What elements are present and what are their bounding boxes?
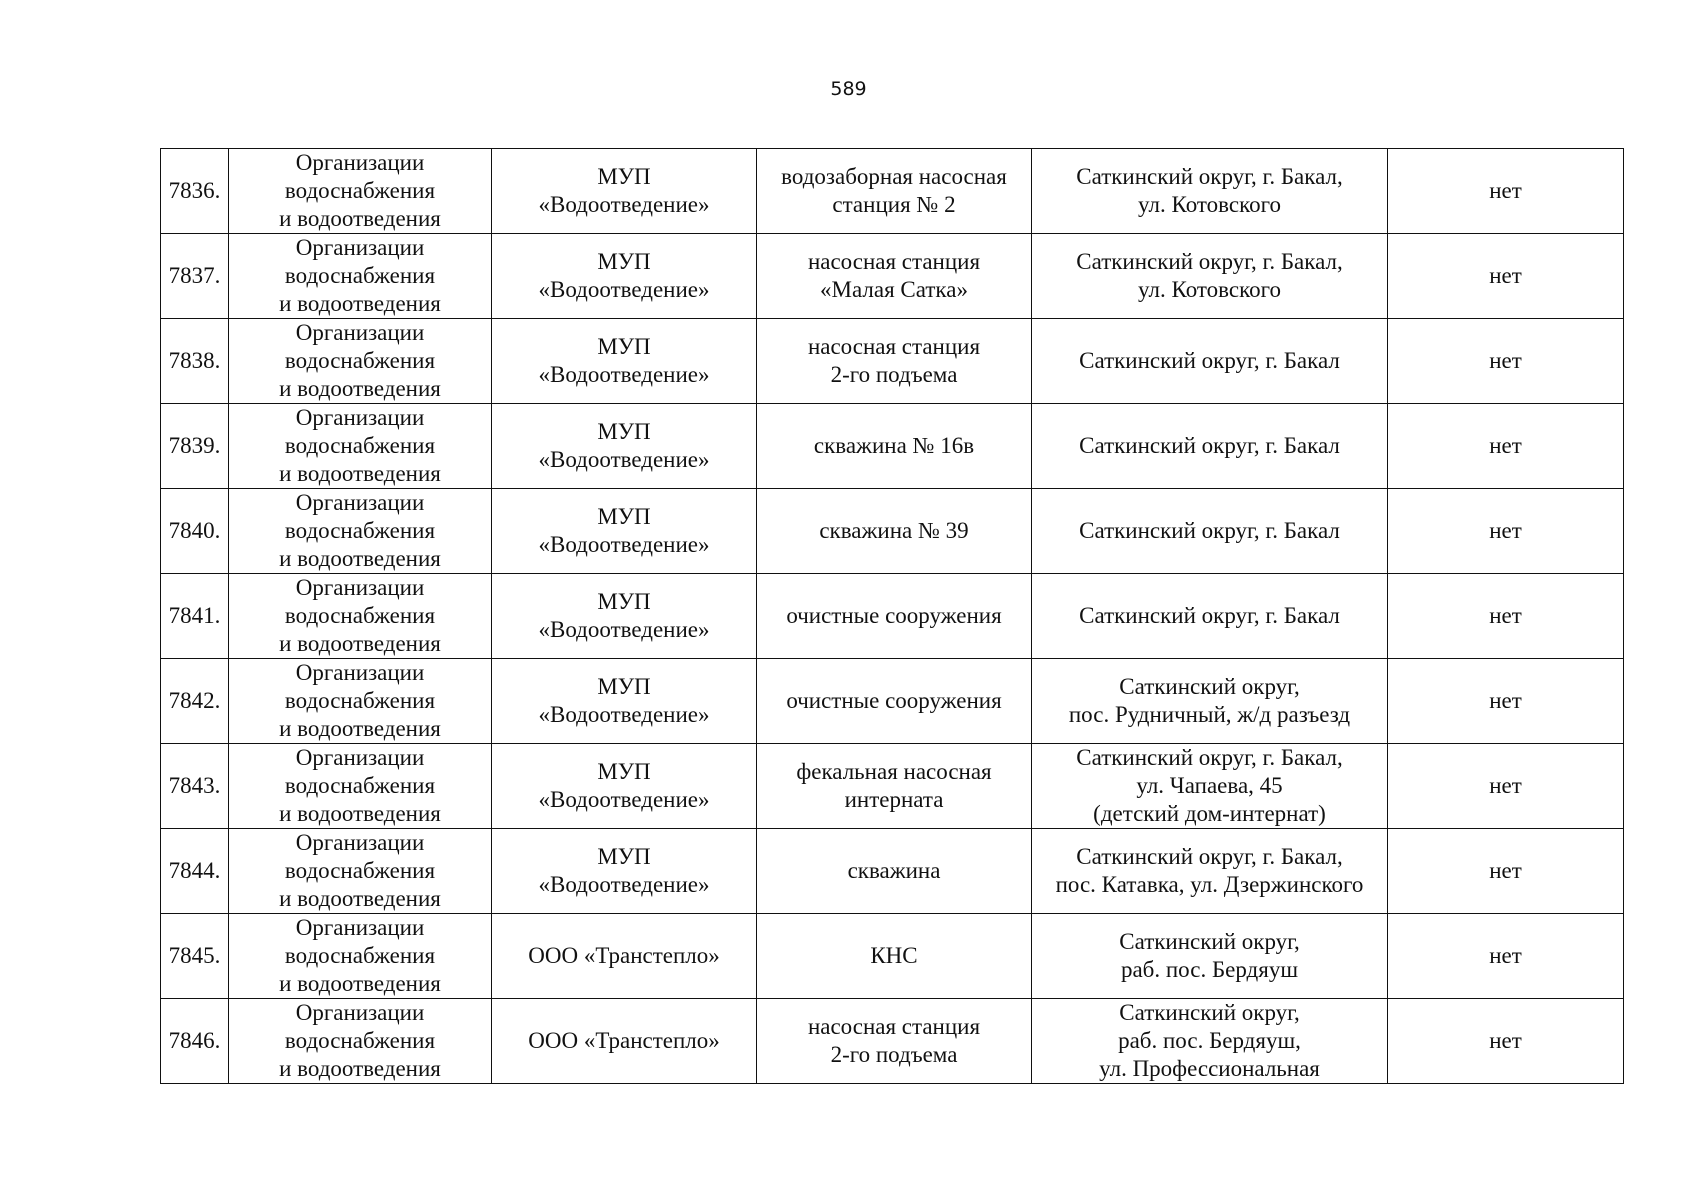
category-cell: Организации водоснабжения и водоотведения (229, 149, 492, 234)
object-cell: скважина № 16в (757, 404, 1032, 489)
registry-table (160, 148, 1624, 1084)
category-cell: Организации водоснабжения и водоотведения (229, 319, 492, 404)
table-row (161, 404, 1624, 489)
row-number: 7843. (161, 744, 229, 829)
table-row (161, 829, 1624, 914)
status-cell: нет (1388, 404, 1624, 489)
table-row (161, 574, 1624, 659)
row-number: 7839. (161, 404, 229, 489)
organization-cell: МУП «Водоотведение» (492, 149, 757, 234)
status-cell: нет (1388, 999, 1624, 1084)
address-cell: Саткинский округ, раб. пос. Бердяуш (1032, 914, 1388, 999)
row-number: 7837. (161, 234, 229, 319)
category-cell: Организации водоснабжения и водоотведения (229, 574, 492, 659)
address-cell: Саткинский округ, г. Бакал, ул. Чапаева, 45 (детский дом-интернат) (1032, 744, 1388, 829)
object-cell: насосная станция 2-го подъема (757, 319, 1032, 404)
object-cell: очистные сооружения (757, 659, 1032, 744)
object-cell: скважина № 39 (757, 489, 1032, 574)
status-cell: нет (1388, 319, 1624, 404)
organization-cell: МУП «Водоотведение» (492, 829, 757, 914)
organization-cell: МУП «Водоотведение» (492, 574, 757, 659)
address-cell: Саткинский округ, г. Бакал (1032, 319, 1388, 404)
table-row (161, 489, 1624, 574)
row-number: 7836. (161, 149, 229, 234)
organization-cell: ООО «Транстепло» (492, 999, 757, 1084)
status-cell: нет (1388, 489, 1624, 574)
status-cell: нет (1388, 829, 1624, 914)
object-cell: водозаборная насосная станция № 2 (757, 149, 1032, 234)
object-cell: фекальная насосная интерната (757, 744, 1032, 829)
status-cell: нет (1388, 234, 1624, 319)
row-number: 7846. (161, 999, 229, 1084)
row-number: 7838. (161, 319, 229, 404)
row-number: 7842. (161, 659, 229, 744)
row-number: 7841. (161, 574, 229, 659)
organization-cell: МУП «Водоотведение» (492, 489, 757, 574)
organization-cell: МУП «Водоотведение» (492, 659, 757, 744)
table-row (161, 999, 1624, 1084)
status-cell: нет (1388, 659, 1624, 744)
status-cell: нет (1388, 149, 1624, 234)
address-cell: Саткинский округ, г. Бакал, пос. Катавка, ул. Дзержинского (1032, 829, 1388, 914)
object-cell: насосная станция «Малая Сатка» (757, 234, 1032, 319)
table-row (161, 659, 1624, 744)
organization-cell: МУП «Водоотведение» (492, 319, 757, 404)
row-number: 7844. (161, 829, 229, 914)
page-number: 589 (830, 78, 867, 100)
organization-cell: ООО «Транстепло» (492, 914, 757, 999)
category-cell: Организации водоснабжения и водоотведения (229, 659, 492, 744)
table-row (161, 319, 1624, 404)
status-cell: нет (1388, 914, 1624, 999)
object-cell: насосная станция 2-го подъема (757, 999, 1032, 1084)
category-cell: Организации водоснабжения и водоотведения (229, 744, 492, 829)
address-cell: Саткинский округ, пос. Рудничный, ж/д разъезд (1032, 659, 1388, 744)
row-number: 7840. (161, 489, 229, 574)
status-cell: нет (1388, 574, 1624, 659)
address-cell: Саткинский округ, г. Бакал, ул. Котовского (1032, 234, 1388, 319)
address-cell: Саткинский округ, г. Бакал (1032, 404, 1388, 489)
category-cell: Организации водоснабжения и водоотведения (229, 999, 492, 1084)
organization-cell: МУП «Водоотведение» (492, 404, 757, 489)
table-row (161, 234, 1624, 319)
object-cell: скважина (757, 829, 1032, 914)
category-cell: Организации водоснабжения и водоотведения (229, 404, 492, 489)
organization-cell: МУП «Водоотведение» (492, 234, 757, 319)
address-cell: Саткинский округ, г. Бакал, ул. Котовского (1032, 149, 1388, 234)
table-row (161, 914, 1624, 999)
address-cell: Саткинский округ, раб. пос. Бердяуш, ул. Профессиональная (1032, 999, 1388, 1084)
organization-cell: МУП «Водоотведение» (492, 744, 757, 829)
status-cell: нет (1388, 744, 1624, 829)
category-cell: Организации водоснабжения и водоотведения (229, 234, 492, 319)
object-cell: очистные сооружения (757, 574, 1032, 659)
category-cell: Организации водоснабжения и водоотведения (229, 914, 492, 999)
row-number: 7845. (161, 914, 229, 999)
address-cell: Саткинский округ, г. Бакал (1032, 489, 1388, 574)
object-cell: КНС (757, 914, 1032, 999)
category-cell: Организации водоснабжения и водоотведения (229, 489, 492, 574)
category-cell: Организации водоснабжения и водоотведения (229, 829, 492, 914)
address-cell: Саткинский округ, г. Бакал (1032, 574, 1388, 659)
table-row (161, 744, 1624, 829)
table-row (161, 149, 1624, 234)
